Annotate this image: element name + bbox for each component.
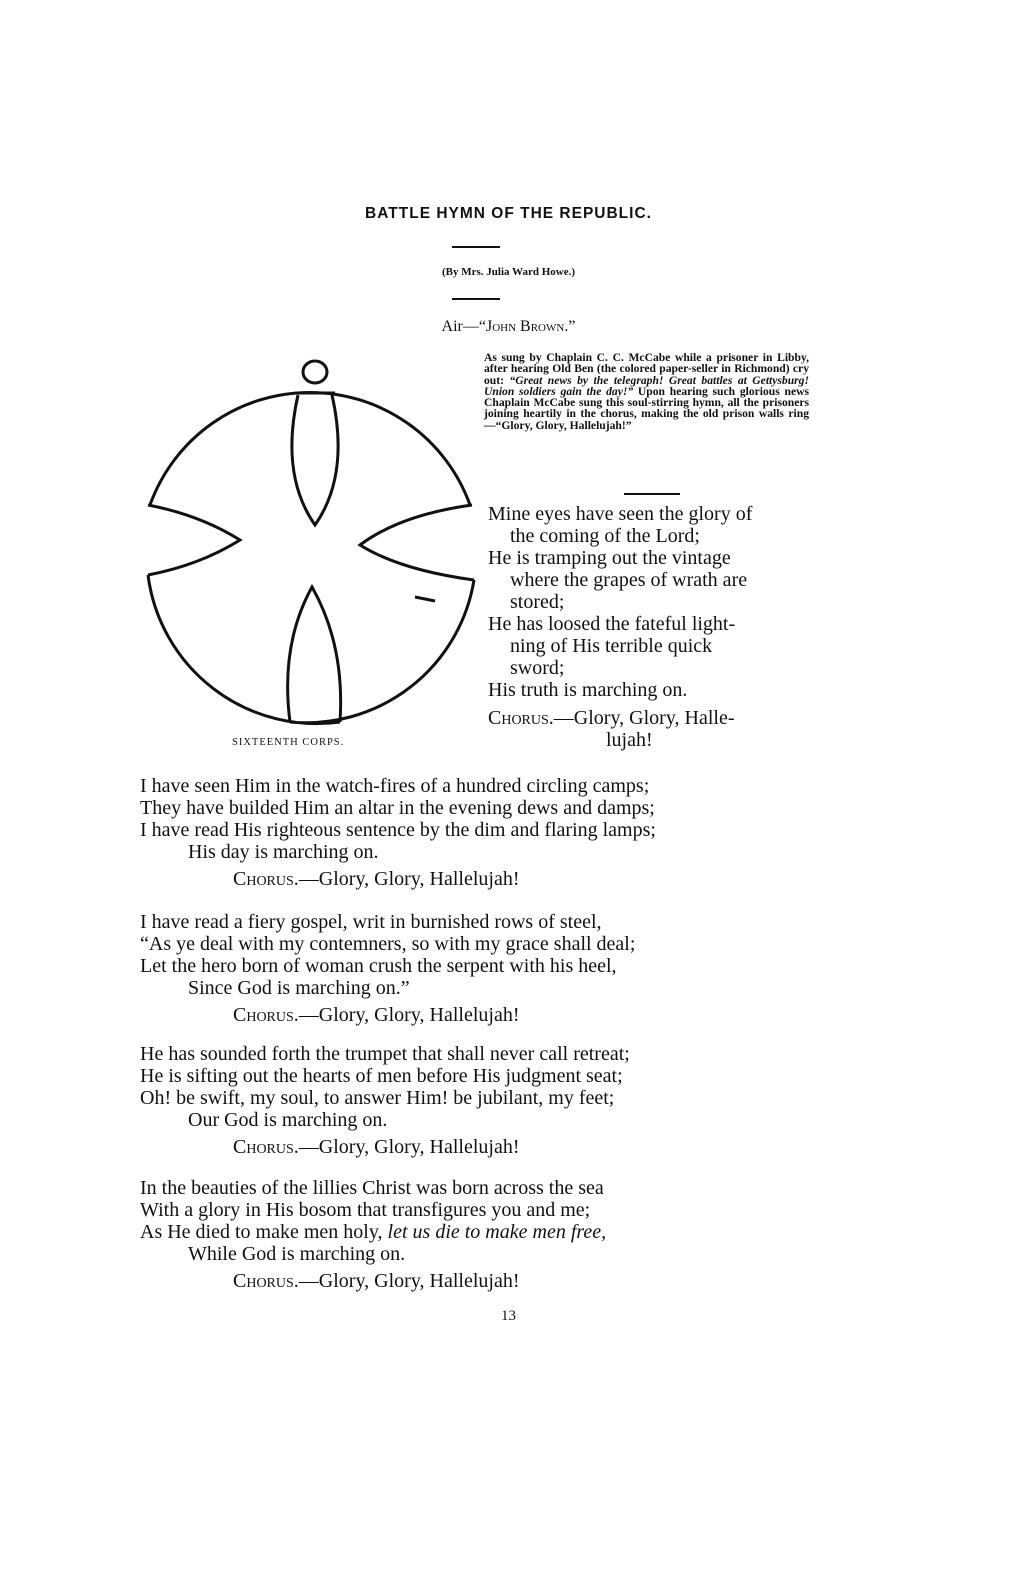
refrain-line: Our God is marching on. xyxy=(188,1109,388,1131)
chorus-label: Chorus. xyxy=(233,1270,299,1292)
chorus-line xyxy=(140,1270,860,1292)
chorus-line xyxy=(140,1004,860,1026)
verse-1 xyxy=(488,503,810,751)
verse-line xyxy=(140,1221,860,1243)
verse-line: I have seen Him in the watch-fires of a hundred circling camps; xyxy=(140,775,650,797)
chorus-text: —Glory, Glory, Halle- xyxy=(553,707,735,729)
badge-caption: SIXTEENTH CORPS. xyxy=(232,737,345,748)
sixteenth-corps-badge-icon xyxy=(130,355,490,735)
verse-line: ning of His terrible quick xyxy=(510,635,713,657)
verse-line: Oh! be swift, my soul, to answer Him! be jubilant, my feet; xyxy=(140,1087,615,1109)
verse-line: He is tramping out the vintage xyxy=(488,547,731,569)
page-title: BATTLE HYMN OF THE REPUBLIC. xyxy=(365,205,652,222)
chorus-text: —Glory, Glory, Hallelujah! xyxy=(298,1136,520,1158)
chorus-label: Chorus. xyxy=(233,1004,299,1026)
chorus-label: Chorus. xyxy=(488,707,554,729)
verse-line: stored; xyxy=(510,591,565,613)
byline: (By Mrs. Julia Ward Howe.) xyxy=(441,266,575,278)
verse-line: He has sounded forth the trumpet that shall never call retreat; xyxy=(140,1043,630,1065)
verse-line: Let the hero born of woman crush the serpent with his heel, xyxy=(140,955,617,977)
chorus-text: —Glory, Glory, Hallelujah! xyxy=(298,868,520,890)
stanza-5 xyxy=(140,1177,860,1292)
verse-line: Mine eyes have seen the glory of xyxy=(488,503,753,525)
stanza-4 xyxy=(140,1043,860,1158)
verse-line: He has loosed the fateful light- xyxy=(488,613,736,635)
verse-line: I have read His righteous sentence by the dim and flaring lamps; xyxy=(140,819,656,841)
divider xyxy=(624,493,680,495)
verse-text: As He died to make men holy, xyxy=(140,1221,388,1243)
chorus-text: —Glory, Glory, Hallelujah! xyxy=(298,1004,520,1026)
chorus-text: —Glory, Glory, Hallelujah! xyxy=(298,1270,520,1292)
verse-line: I have read a fiery gospel, writ in burnished rows of steel, xyxy=(140,911,602,933)
chorus-line xyxy=(140,1136,860,1158)
air-prefix: Air—“ xyxy=(441,318,486,335)
chorus-label: Chorus. xyxy=(233,868,299,890)
chorus-line xyxy=(488,707,810,729)
refrain-line: His day is marching on. xyxy=(188,841,379,863)
refrain-line: While God is marching on. xyxy=(188,1243,406,1265)
verse-line: With a glory in His bosom that transfigures you and me; xyxy=(140,1199,591,1221)
stanza-2 xyxy=(140,775,860,890)
verse-line: “As ye deal with my contemners, so with my grace shall deal; xyxy=(140,933,636,955)
verse-line: They have builded Him an altar in the evening dews and damps; xyxy=(140,797,655,819)
chorus-text: lujah! xyxy=(606,729,653,751)
divider xyxy=(452,298,500,300)
chorus-label: Chorus. xyxy=(233,1136,299,1158)
divider xyxy=(452,246,500,248)
verse-line: His truth is marching on. xyxy=(488,679,688,701)
note-text: As sung by Chaplain C. C. McCabe while a prisoner in Libby, after hearing Old Ben (the colored paper-seller in Richmond) cry out: xyxy=(484,351,809,387)
chorus-line xyxy=(140,868,860,890)
verse-line: the coming of the Lord; xyxy=(510,525,700,547)
verse-italic: let us die to make men free, xyxy=(387,1221,607,1243)
verse-line: In the beauties of the lillies Christ was born across the sea xyxy=(140,1177,604,1199)
page-number: 13 xyxy=(501,1308,516,1324)
note-text: Upon hearing such glorious news Chaplain McCabe sung this soul-stirring hymn, all the prisoners joining heartily in the chorus, making the old prison walls ring—“Glory, Glory, Hallelujah!” xyxy=(484,384,809,432)
note-quote: “Great news by the telegraph! Great battles at Gettysburg! Union soldiers gain the day!” xyxy=(484,373,809,398)
verse-line: where the grapes of wrath are xyxy=(510,569,748,591)
verse-line: sword; xyxy=(510,657,565,679)
air-line xyxy=(0,318,1017,336)
refrain-line: Since God is marching on.” xyxy=(188,977,410,999)
air-tune: John Brown xyxy=(485,318,565,335)
historical-note xyxy=(484,352,809,431)
air-suffix: .” xyxy=(564,318,576,335)
verse-line: He is sifting out the hearts of men before His judgment seat; xyxy=(140,1065,623,1087)
stanza-3 xyxy=(140,911,860,1026)
